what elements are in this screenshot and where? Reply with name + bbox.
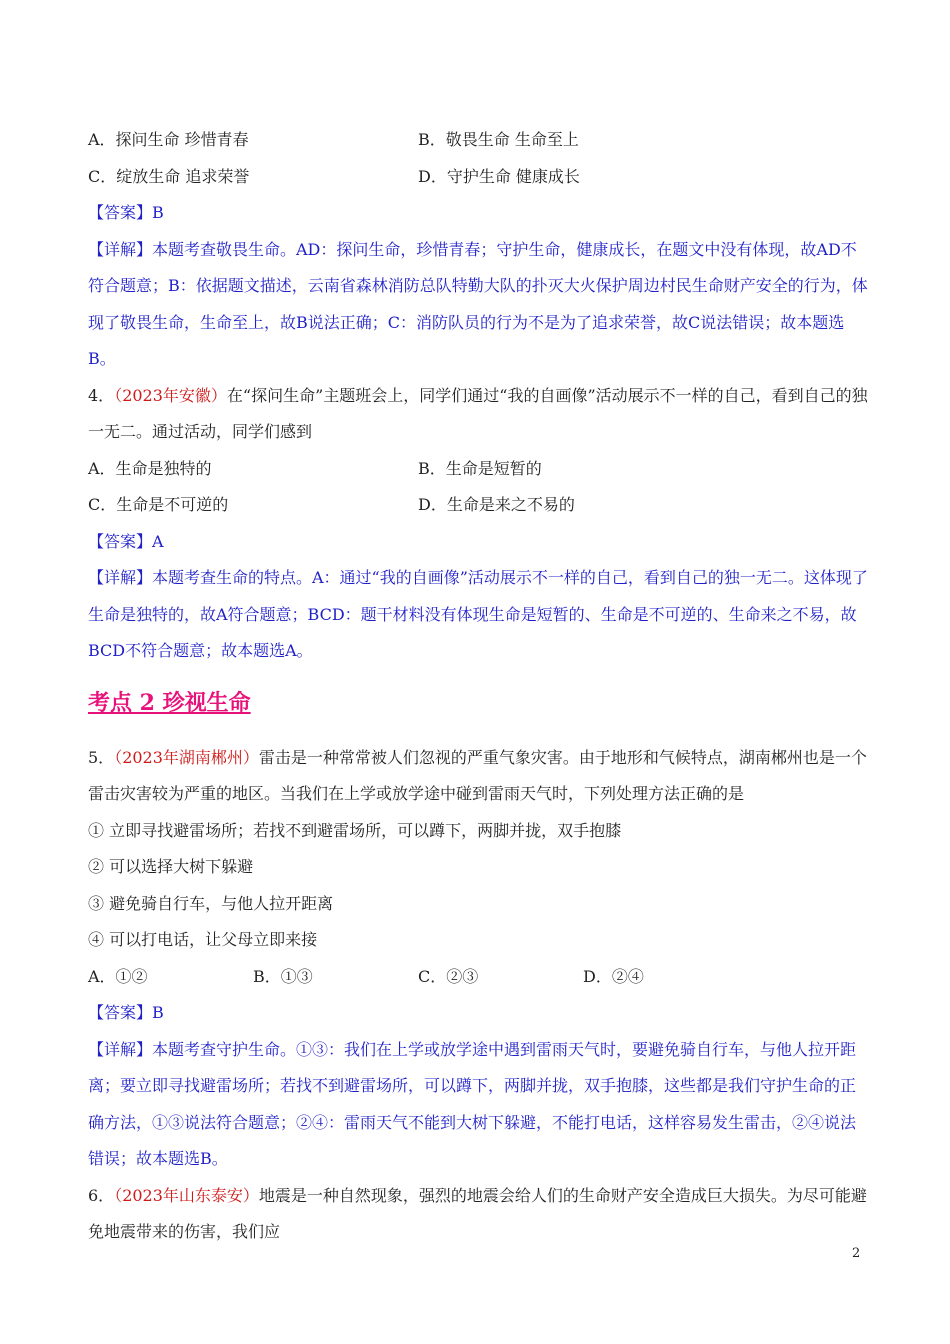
q4-option-c: C．生命是不可逆的 — [88, 495, 229, 514]
q3-answer: 【答案】B — [88, 203, 164, 222]
page-content — [88, 122, 868, 1251]
q4-option-b: B．生命是短暂的 — [418, 458, 542, 478]
page-number: 2 — [852, 1246, 861, 1261]
section-heading: 考点 2 珍视生命 — [88, 689, 251, 716]
q4-options-row-1 — [88, 451, 868, 488]
q3-option-a: A．探问生命 珍惜青春 — [88, 130, 249, 149]
q5-options-row — [88, 959, 868, 996]
q5-option-a: A．①② — [88, 966, 148, 986]
q4-stem: 在“探问生命”主题班会上，同学们通过“我的自画像”活动展示不一样的自己，看到自己的独一无二。通过活动，同学们感到 — [88, 385, 868, 441]
q3-options-row-2 — [88, 159, 868, 196]
q5-item-4: ④ 可以打电话，让父母立即来接 — [88, 930, 318, 949]
q4-answer: 【答案】A — [88, 531, 164, 551]
q3-options-row-1 — [88, 122, 868, 159]
q5-stem: 雷击是一种常常被人们忽视的严重气象灾害。由于地形和气候特点，湖南郴州也是一个雷击灾害较为严重的地区。当我们在上学或放学途中碰到雷雨天气时，下列处理方法正确的是 — [88, 747, 867, 803]
q3-option-c: C．绽放生命 追求荣誉 — [88, 166, 250, 186]
q5-number: 5． — [88, 747, 115, 767]
q5-option-c: C．②③ — [418, 966, 479, 986]
q5-answer: 【答案】B — [88, 1003, 164, 1022]
q6-stem: 地震是一种自然现象，强烈的地震会给人们的生命财产安全造成巨大损失。为尽可能避免地震带来的伤害，我们应 — [88, 1185, 867, 1241]
q6-number: 6． — [88, 1185, 115, 1205]
q5-option-d: D．②④ — [583, 966, 644, 986]
q3-option-b: B．敬畏生命 生命至上 — [418, 130, 579, 149]
q5-stem-block — [88, 740, 868, 813]
q5-detail: 【详解】本题考查守护生命。①③：我们在上学或放学途中遇到雷雨天气时，要避免骑自行车，与他人拉开距离；要立即寻找避雷场所；若找不到避雷场所，可以蹲下，两脚并拢，双手抱膝，这些都是我们守护生命的正确方法，①③说法符合题意；②④：雷雨天气不能到大树下躲避，不能打电话，这样容易发生雷击，②④说法错误；故本题选B。 — [88, 1039, 857, 1168]
q4-stem-block — [88, 378, 868, 451]
q4-option-d: D．生命是来之不易的 — [418, 495, 575, 514]
q6-stem-block — [88, 1178, 868, 1251]
q4-detail: 【详解】本题考查生命的特点。A：通过“我的自画像”活动展示不一样的自己，看到自己的独一无二。这体现了生命是独特的，故A符合题意；BCD：题干材料没有体现生命是短暂的、生命是不可逆的、生命来之不易，故BCD不符合题意；故本题选A。 — [88, 568, 868, 660]
q5-item-2: ② 可以选择大树下躲避 — [88, 857, 254, 876]
q4-option-a: A．生命是独特的 — [88, 458, 212, 478]
q5-option-b: B．①③ — [253, 966, 313, 986]
q4-number: 4． — [88, 385, 115, 405]
q5-item-3: ③ 避免骑自行车，与他人拉开距离 — [88, 893, 334, 913]
q5-source: （2023年湖南郴州） — [114, 747, 259, 767]
q4-source: （2023年安徽） — [114, 385, 227, 405]
q3-detail: 【详解】本题考查敬畏生命。AD：探问生命，珍惜青春；守护生命，健康成长，在题文中没有体现，故AD不符合题意；B：依据题文描述，云南省森林消防总队特勤大队的扑灭大火保护周边村民生命财产安全的行为，体现了敬畏生命，生命至上，故B说法正确；C：消防队员的行为不是为了追求荣誉，故C说法错误；故本题选B。 — [88, 239, 868, 368]
q5-item-1: ① 立即寻找避雷场所；若找不到避雷场所，可以蹲下，两脚并拢，双手抱膝 — [88, 820, 622, 840]
q6-source: （2023年山东泰安） — [114, 1185, 259, 1205]
q3-option-d: D．守护生命 健康成长 — [418, 166, 580, 186]
q4-options-row-2 — [88, 487, 868, 524]
